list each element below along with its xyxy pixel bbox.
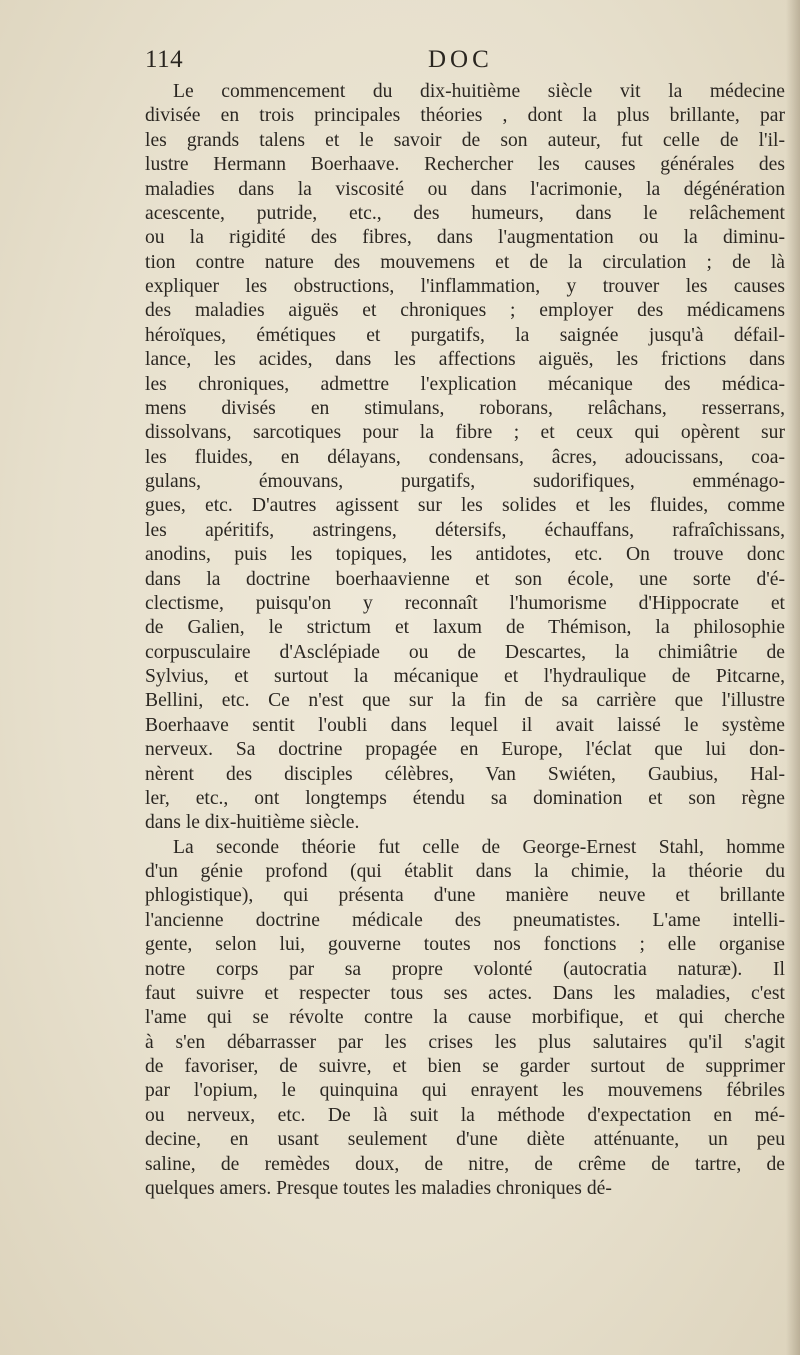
text-line: de Galien, le strictum et laxum de Thémison, la philosophie xyxy=(145,617,785,639)
text-line: ou nerveux, etc. De là suit la méthode d'expectation en mé- xyxy=(145,1104,785,1126)
text-line: dissolvans, sarcotiques pour la fibre ; et ceux qui opèrent sur xyxy=(145,422,785,444)
page-edge-shadow xyxy=(786,0,800,1355)
text-line: à s'en débarrasser par les crises les plus salutaires qu'il s'agit xyxy=(145,1031,785,1053)
text-line: gues, etc. D'autres agissent sur les solides et les fluides, comme xyxy=(145,495,785,517)
text-line: dans la doctrine boerhaavienne et son école, une sorte d'é- xyxy=(145,568,785,590)
text-line: divisée en trois principales théories , dont la plus brillante, par xyxy=(145,105,785,127)
text-line: expliquer les obstructions, l'inflammation, y trouver les causes xyxy=(145,276,785,297)
text-line: saline, de remèdes doux, de nitre, de crême de tartre, de xyxy=(145,1153,785,1175)
text-line: mens divisés en stimulans, roborans, relâchans, resserrans, xyxy=(145,397,785,419)
paragraph xyxy=(145,80,785,836)
text-line: anodins, puis les topiques, les antidotes, etc. On trouve donc xyxy=(145,544,785,566)
text-line: dans le dix-huitième siècle. xyxy=(145,812,360,834)
text-line: Bellini, etc. Ce n'est que sur la fin de sa carrière que l'illustre xyxy=(145,690,785,712)
text-line: faut suivre et respecter tous ses actes. Dans les maladies, c'est xyxy=(145,982,785,1004)
text-line: l'ancienne doctrine médicale des pneumatistes. L'ame intelli- xyxy=(145,909,785,931)
text-line: ou la rigidité des fibres, dans l'augmentation ou la diminu- xyxy=(145,227,785,249)
text-line: les chroniques, admettre l'explication mécanique des médica- xyxy=(145,373,785,395)
text-line: l'ame qui se révolte contre la cause morbifique, et qui cherche xyxy=(145,1007,785,1029)
text-line: La seconde théorie fut celle de George-Ernest Stahl, homme xyxy=(173,836,785,858)
text-line: gulans, émouvans, purgatifs, sudorifiques, emménago- xyxy=(145,471,785,492)
text-line: acescente, putride, etc., des humeurs, dans le relâchement xyxy=(145,202,785,224)
text-line: notre corps par sa propre volonté (autocratia naturæ). Il xyxy=(145,958,785,980)
text-line: decine, en usant seulement d'une diète atténuante, un peu xyxy=(145,1129,785,1151)
text-line: nerveux. Sa doctrine propagée en Europe, l'éclat que lui don- xyxy=(145,739,785,761)
text-line: quelques amers. Presque toutes les maladies chroniques dé- xyxy=(145,1177,612,1199)
text-line: lustre Hermann Boerhaave. Rechercher les causes générales des xyxy=(145,154,785,176)
text-line: ler, etc., ont longtemps étendu sa domination et son règne xyxy=(145,787,785,809)
text-line: nèrent des disciples célèbres, Van Swiéten, Gaubius, Hal- xyxy=(145,763,785,785)
text-line: gente, selon lui, gouverne toutes nos fonctions ; elle organise xyxy=(145,934,785,956)
text-line: corpusculaire d'Asclépiade ou de Descartes, la chimiâtrie de xyxy=(145,641,785,663)
text-line: Sylvius, et surtout la mécanique et l'hydraulique de Pitcarne, xyxy=(145,666,785,687)
running-head: DOC xyxy=(428,46,493,73)
text-line: maladies dans la viscosité ou dans l'acrimonie, la dégénération xyxy=(145,178,785,200)
text-line: Boerhaave sentit l'oubli dans lequel il avait laissé le système xyxy=(145,714,785,736)
text-line: tion contre nature des mouvemens et de la circulation ; de là xyxy=(145,251,785,273)
page-number: 114 xyxy=(145,46,184,73)
paragraph xyxy=(145,836,785,1202)
text-line: phlogistique), qui présenta d'une manière neuve et brillante xyxy=(145,885,785,907)
body-text xyxy=(145,80,785,1201)
text-line: d'un génie profond (qui établit dans la chimie, la théorie du xyxy=(145,861,785,882)
page-header xyxy=(145,46,785,80)
text-line: des maladies aiguës et chroniques ; employer des médicamens xyxy=(145,300,785,322)
text-line: les apéritifs, astringens, détersifs, échauffans, rafraîchissans, xyxy=(145,519,785,541)
text-line: lance, les acides, dans les affections aiguës, les frictions dans xyxy=(145,349,785,371)
text-line: de favoriser, de suivre, et bien se garder surtout de supprimer xyxy=(145,1056,785,1077)
text-line: Le commencement du dix-huitième siècle vit la médecine xyxy=(173,81,785,102)
text-line: héroïques, émétiques et purgatifs, la saignée jusqu'à défail- xyxy=(145,324,785,346)
text-line: les fluides, en délayans, condensans, âcres, adoucissans, coa- xyxy=(145,446,785,468)
text-line: par l'opium, le quinquina qui enrayent les mouvemens fébriles xyxy=(145,1080,785,1102)
text-line: les grands talens et le savoir de son auteur, fut celle de l'il- xyxy=(145,129,785,151)
text-line: clectisme, puisqu'on y reconnaît l'humorisme d'Hippocrate et xyxy=(145,592,785,614)
